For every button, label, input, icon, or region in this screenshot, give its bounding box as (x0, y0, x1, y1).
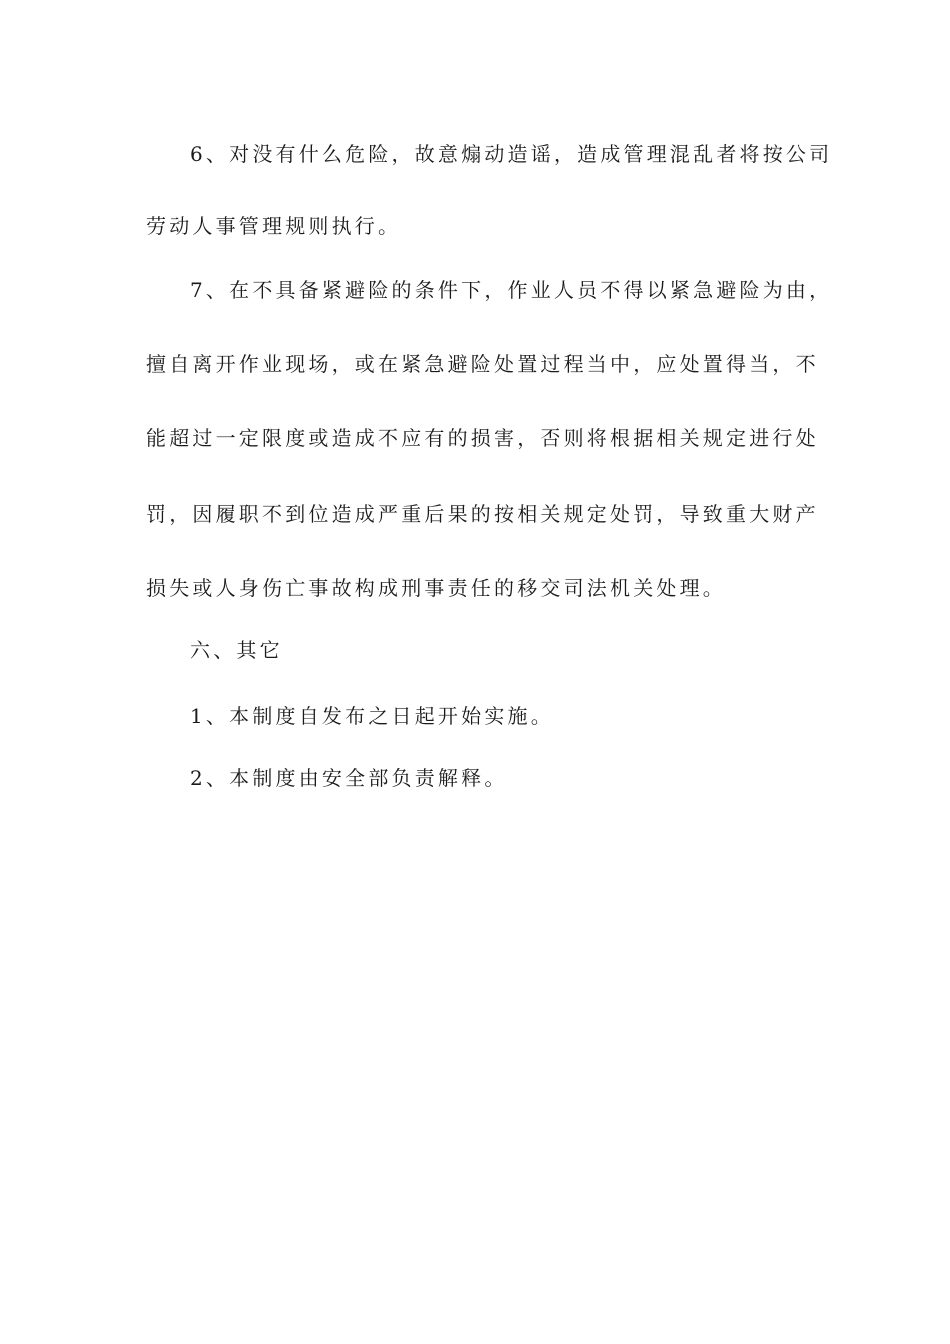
paragraph-line-item-7-end: 损失或人身伤亡事故构成刑事责任的移交司法机关处理。 (146, 576, 726, 600)
paragraph-line-other-item-2: 2、本制度由安全部负责解释。 (190, 766, 508, 790)
paragraph-line-item-7-cont-2: 能超过一定限度或造成不应有的损害，否则将根据相关规定进行处 (146, 426, 819, 450)
paragraph-line-item-6-end: 劳动人事管理规则执行。 (146, 214, 402, 238)
paragraph-line-item-7-start: 7、在不具备紧避险的条件下，作业人员不得以紧急避险为由， (190, 278, 833, 302)
paragraph-line-item-7-cont-1: 擅自离开作业现场，或在紧急避险处置过程当中，应处置得当，不 (146, 352, 819, 376)
paragraph-line-other-item-1: 1、本制度自发布之日起开始实施。 (190, 704, 554, 728)
section-heading-other: 六、其它 (190, 638, 283, 662)
paragraph-line-item-7-cont-3: 罚，因履职不到位造成严重后果的按相关规定处罚，导致重大财产 (146, 502, 819, 526)
paragraph-line-item-6-start: 6、对没有什么危险，故意煽动造谣，造成管理混乱者将按公司 (190, 142, 833, 166)
